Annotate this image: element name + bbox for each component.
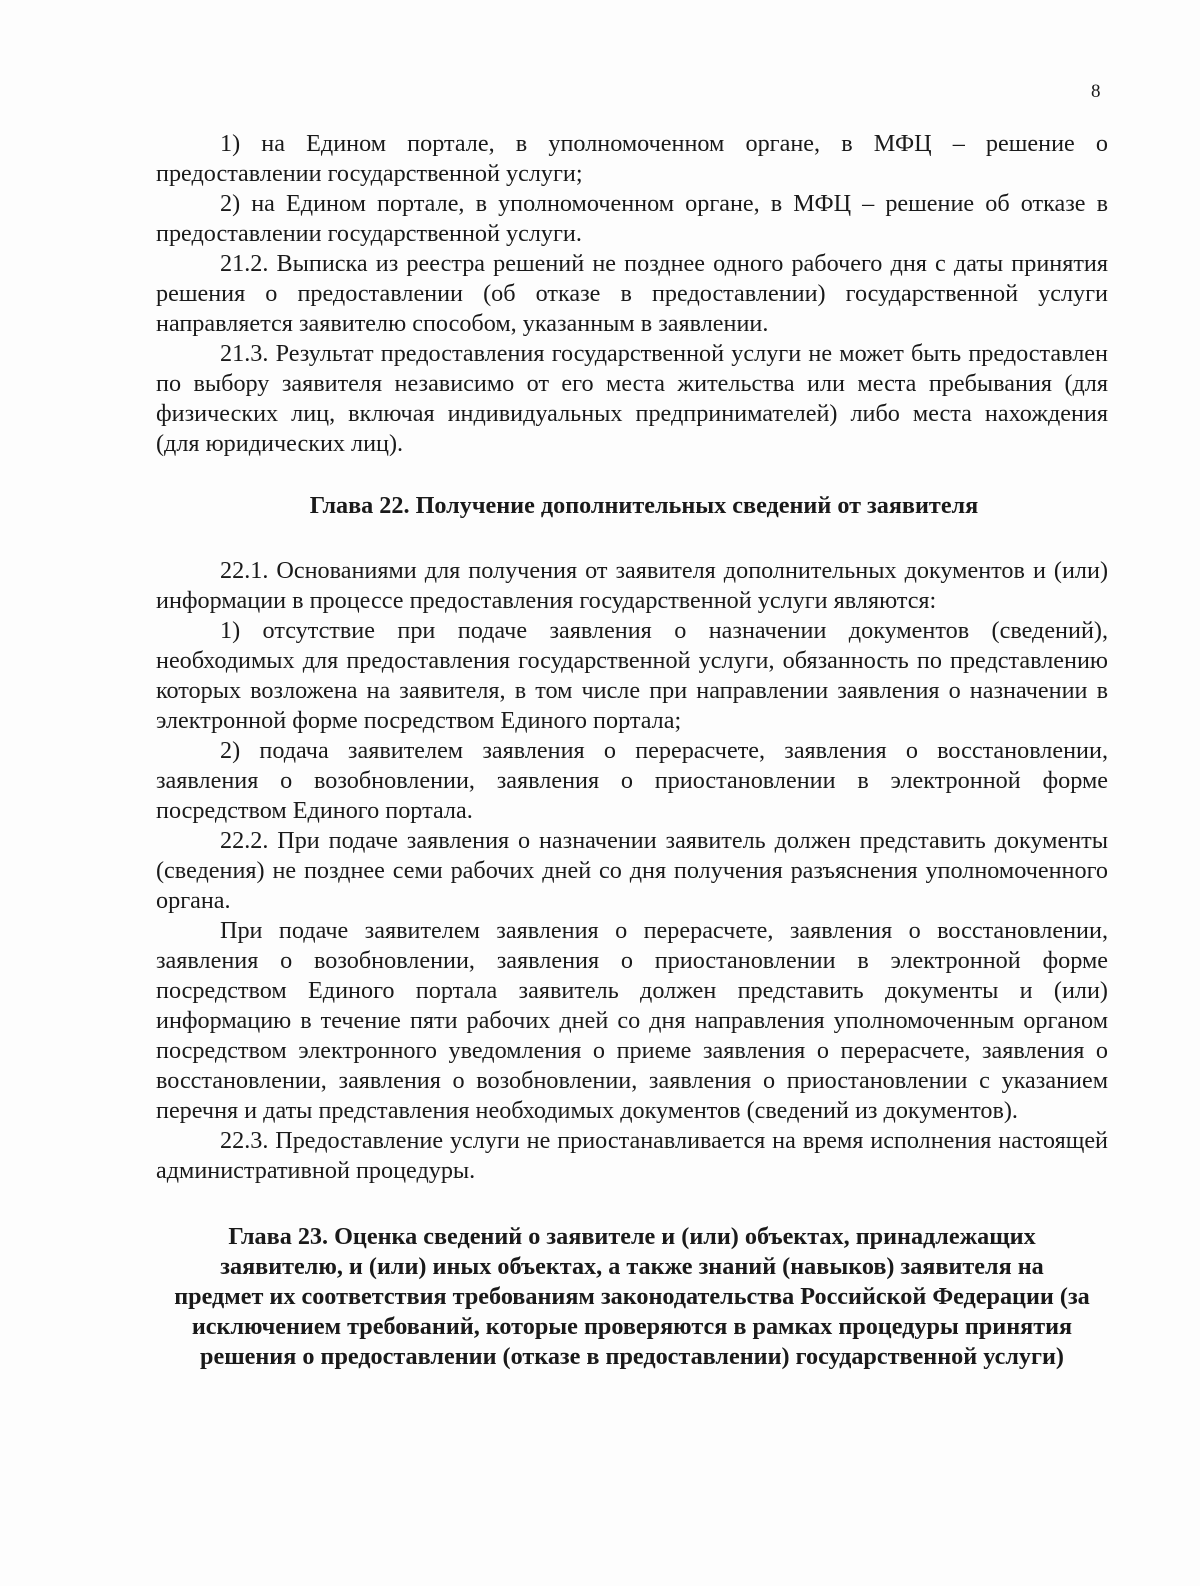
- chapter-22-heading: Глава 22. Получение дополнительных сведений от заявителя: [309, 492, 979, 519]
- paragraph-21-1-item-1: 1) на Едином портале, в уполномоченном органе, в МФЦ – решение о предоставлении государственной услуги;: [156, 130, 1108, 187]
- paragraph-22-1: 22.1. Основаниями для получения от заявителя дополнительных документов и (или) информации в процессе предоставления государственной услуги являются:: [156, 557, 1108, 614]
- document-body: [156, 129, 1108, 1372]
- paragraph-22-2: 22.2. При подаче заявления о назначении заявитель должен представить документы (сведения) не позднее семи рабочих дней со дня получения разъяснения уполномоченного органа.: [156, 827, 1108, 914]
- paragraph-22-3: 22.3. Предоставление услуги не приостанавливается на время исполнения настоящей административной процедуры.: [156, 1127, 1108, 1184]
- paragraph-22-1-item-2: 2) подача заявителем заявления о перерасчете, заявления о восстановлении, заявления о возобновлении, заявления о приостановлении в электронной форме посредством Единого портала.: [156, 737, 1108, 824]
- paragraph-21-3: 21.3. Результат предоставления государственной услуги не может быть предоставлен по выбору заявителя независимо от его места жительства или места пребывания (для физических лиц, включая индивидуальных предпринимателей) либо места нахождения (для юридических лиц).: [156, 340, 1108, 457]
- chapter-23-heading: Глава 23. Оценка сведений о заявителе и (или) объектах, принадлежащих заявителю, и (или) иных объектах, а также знаний (навыков) заявителя на предмет их соответствия требованиям законодательства Российской Федерации (за исключением требований, которые проверяются в рамках процедуры принятия решения о предоставлении (отказе в предоставлении) государственной услуги): [174, 1223, 1090, 1370]
- page-number: 8: [1091, 81, 1101, 102]
- paragraph-22-1-item-1: 1) отсутствие при подаче заявления о назначении документов (сведений), необходимых для предоставления государственной услуги, обязанность по представлению которых возложена на заявителя, в том числе при направлении заявления о назначении в электронной форме посредством Единого портала;: [156, 617, 1108, 734]
- paragraph-21-2: 21.2. Выписка из реестра решений не позднее одного рабочего дня с даты принятия решения о предоставлении (об отказе в предоставлении) государственной услуги направляется заявителю способом, указанным в заявлении.: [156, 250, 1108, 337]
- paragraph-21-1-item-2: 2) на Едином портале, в уполномоченном органе, в МФЦ – решение об отказе в предоставлении государственной услуги.: [156, 190, 1108, 247]
- paragraph-22-2-continued: При подаче заявителем заявления о перерасчете, заявления о восстановлении, заявления о возобновлении, заявления о приостановлении в электронной форме посредством Единого портала заявитель должен представить документы и (или) информацию в течение пяти рабочих дней со дня направления уполномоченным органом посредством электронного уведомления о приеме заявления о перерасчете, заявления о восстановлении, заявления о возобновлении, заявления о приостановлении с указанием перечня и даты представления необходимых документов (сведений из документов).: [156, 917, 1108, 1124]
